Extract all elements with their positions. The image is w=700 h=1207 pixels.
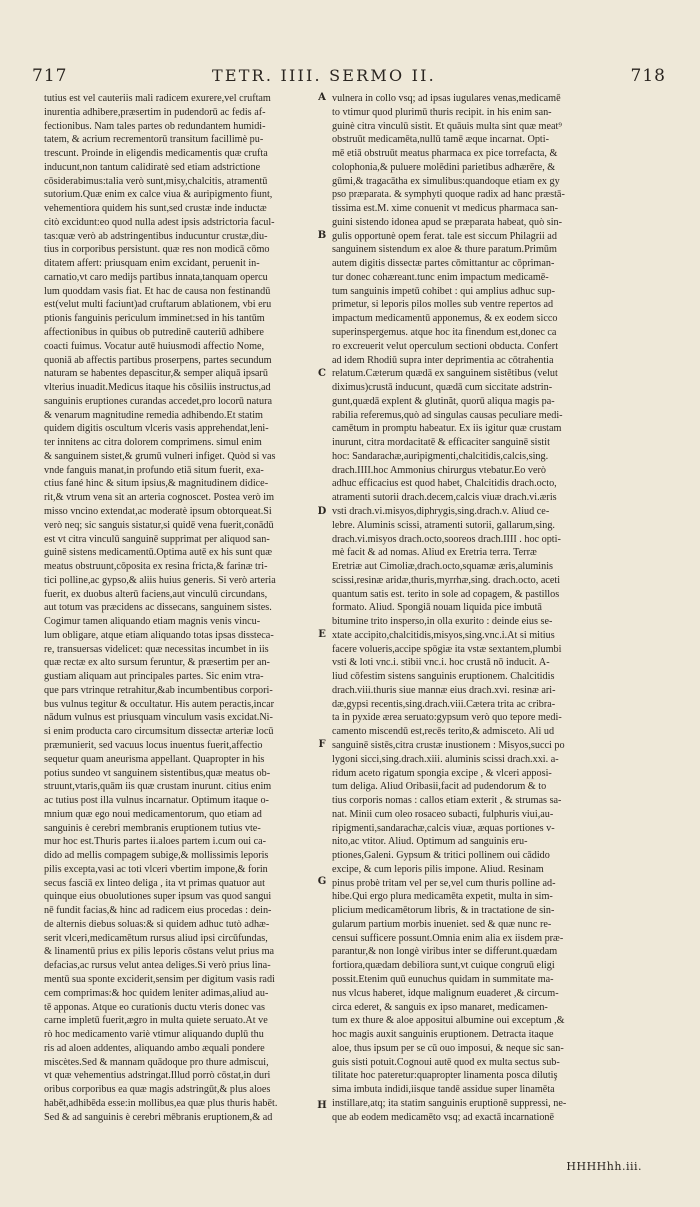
text-line: rit,& vtrum vena sit an arteria cognoscet. Postea verò im <box>44 492 274 504</box>
text-line: ptionis fanguinis periculum imminet:sed in his tantūm <box>44 313 265 325</box>
text-line: sanguinē sistēs,citra crustæ inustionem : Misyos,succi po <box>332 739 565 751</box>
text-line: gustiam aliquam aut principales partes. Sic enim vtra- <box>44 671 264 683</box>
section-marker: B <box>317 230 327 241</box>
text-line: ripigmenti,sandarachæ,calcis viuæ, æquas portiones v- <box>332 822 555 834</box>
text-line: cem comprimas:& hoc quidem leniter adimas,aliud au- <box>44 987 269 999</box>
text-line: vehementiora quidem his sunt,sed crustæ inde inductæ <box>44 203 267 215</box>
text-line: primetur, si leporis pilos molles sub ventre repertos ad <box>332 299 554 311</box>
text-line: que pars vtrinque retrahitur,&ab incumbentibus corpori- <box>44 684 273 696</box>
text-line: est vt citra vinculū sanguinē supprimat per aliquod san- <box>44 533 270 545</box>
text-line: excipe, & cum leporis pilis impone. Aliud. Resinam <box>332 863 544 875</box>
text-line: vnde fanguis manat,in profundo etiā situm fuerit, exa- <box>44 464 264 476</box>
text-line: hibe.Qui ergo plura medicamēta expetit, multa in sim- <box>332 891 553 903</box>
text-line: struunt,vtaris,quām iis quæ crustam inurunt. citius enim <box>44 781 272 793</box>
text-line: mē etiā obstruūt meatus pharmaca ex pice torrefacta, & <box>332 148 558 160</box>
text-line: tē apponas. Atque eo curationis ductu vteris donec vas <box>44 1001 265 1013</box>
text-line: gūmi,& tragacātha ex simulibus:quandoque etiam ex gy <box>332 175 560 187</box>
text-line: vsti drach.vi.misyos,diphrygis,sing.drach.v. Aliud ce- <box>332 505 550 517</box>
text-line: nito,ac vtitor. Aliud. Optimum ad sanguinis eru- <box>332 836 528 848</box>
text-line: guinè citra vinculū sistit. Et quāuis multa sint quæ meat⁹ <box>332 120 562 132</box>
text-line: xtate accipito,chalcitidis,misyos,sing.vnc.i.At si mitius <box>332 629 555 641</box>
text-line: camētum in promptu habeatur. Ex iis igitur quæ crustam <box>332 423 562 435</box>
text-line: mur hoc est.Thuris partes ii.aloes partem i.cum oui ca- <box>44 836 267 848</box>
text-line: potius sundeo vt sanguinem sistentibus,quæ meatus ob- <box>44 767 271 779</box>
text-line: hoc: Sandarachæ,auripigmenti,chalcitidis,calcis,sing. <box>332 450 549 462</box>
text-line: scissi,resinæ aridæ,thuris,myrrhæ,sing. drach.octo, aceti <box>332 574 561 586</box>
text-line: plicium medicamētorum libris, & in tractatione de sin- <box>332 905 555 917</box>
text-line: instillare,atq; ita statim sanguinis eruptionē suppressi, ne- <box>332 1097 567 1109</box>
text-line: formato. Aliud. Spongiā nouam liquida pice imbutā <box>332 602 542 614</box>
text-line: quinque eius obuolutiones super ipsum vas quod sangui <box>44 891 272 903</box>
text-line: sanguinis eruptiones curandas accedet,pro locorū natura <box>44 395 273 407</box>
text-line: quæ rectæ ex alto sursum feruntur, & præsertim per an- <box>44 657 270 669</box>
text-line: ditatem affert: priusquam enim excidant, peruenit in- <box>44 258 260 270</box>
section-marker: H <box>317 1100 327 1111</box>
section-marker: A <box>318 92 326 103</box>
running-title: TETR. IIII. SERMO II. <box>212 66 436 85</box>
text-line: diximus)crustā inducunt, quædā cum siccitate adstrin- <box>332 382 553 394</box>
text-line: ad idem Rhodiū supra inter deprimentia ac cōtrahentia <box>332 354 554 366</box>
text-line: oribus corporibus ea quæ magis adstringūt,& plus aloes <box>44 1084 271 1096</box>
text-line: secus fasciā ex linteo deliga , ita vt primas quatuor aut <box>44 877 265 889</box>
text-line: serit vlceri,medicamētum rursus aliud ipsi circūfundas, <box>44 932 268 944</box>
text-line: misso vncino extendat,ac moderatè ipsum obtorqueat.Si <box>44 505 272 517</box>
text-line: drach.viii.thuris siue mannæ eius drach.xvi. resinæ ari- <box>332 684 556 696</box>
text-line: Eretriæ aut Cimoliæ,drach.octo,squamæ æris,aluminis <box>332 561 553 573</box>
text-line: gulis opportunè opem ferat. tale est siccum Philagrii ad <box>332 230 557 242</box>
signature-mark: HHHHhh.iii. <box>566 1160 642 1173</box>
text-line: bitumine trito insperso,in olla exurito : deinde eius se- <box>332 616 553 628</box>
text-line: ptiones,Galeni. Gypsum & tritici pollinem oui cādido <box>332 850 550 862</box>
section-marker: F <box>318 739 326 750</box>
text-line: ter innitens ac citra dolorem comprimens. simul enim <box>44 437 262 449</box>
section-marker: D <box>317 506 327 517</box>
text-line: lygoni sicci,sing.drach.xiii. aluminis scissi drach.xxi. a- <box>332 753 559 765</box>
text-line: nat. Minii cum oleo rosaceo subacti, fulphuris viui,au- <box>332 808 554 820</box>
text-line: nus vlcus haberet, idque malignum euaderet ,& circum- <box>332 987 559 999</box>
text-line: tilitate hoc pateretur:quapropter linamenta posca dilutiş <box>332 1070 558 1082</box>
text-line: hoc magis auxit sanguinis eruptionem. Detracta itaque <box>332 1029 554 1041</box>
page-number-left: 717 <box>32 66 68 86</box>
text-line: aut totum vas præcidens ac dissecans, sanguinem sistes. <box>44 602 272 614</box>
text-line: tum sanguinis impetū cohibet : qui amplius adhuc sup- <box>332 285 555 297</box>
text-line: mnium quæ ego noui medicamentorum, quo etiam ad <box>44 808 262 820</box>
text-line: ta in pyxide ærea seruato:gypsum verò quo tepore medi- <box>332 712 562 724</box>
text-line: guis sisti potuit.Cognoui autē quod ex multa sectus sub- <box>332 1056 560 1068</box>
text-line: defacias,ac rursus velut antea deliges.Si verò prius lina- <box>44 960 271 972</box>
text-line: tius corporis nomas : callos etiam exterit , & strumas sa- <box>332 795 562 807</box>
text-line: vlterius inuadit.Medicus itaque his cōsiliis instructus,ad <box>44 382 271 394</box>
text-line: quidem digitis oscultum vlceris vasis apprehendat,leni- <box>44 423 269 435</box>
text-line: to vtimur quod plurimū thuris recipit. in his enim san- <box>332 106 552 118</box>
text-line: ro excreuerit velut operculum sectioni obducta. Confert <box>332 340 559 352</box>
text-line: vt quæ vehementius adstringat.Illud porrò cōstat,in duri <box>44 1070 271 1082</box>
text-line: præmunierit, sed vacuus locus inuentus fuerit,affectio <box>44 739 263 751</box>
text-line: citò excidunt:eo quod nulla adest ipsis adstrictoria facul- <box>44 216 275 228</box>
text-line: tici polline,ac gypso,& aliis huius generis. Si verò arteria <box>44 574 276 586</box>
text-line: tur donec cohæreant.tunc enim impactum medicamē- <box>332 271 549 283</box>
text-line: circa ederet, & sanguis ex ipso manaret, medicamen- <box>332 1001 548 1013</box>
text-line: dido ad mellis compagem subige,& mollissimis leporis <box>44 850 269 862</box>
text-line: fuerit, ex duobus alterū faciens,aut vinculū circundans, <box>44 588 268 600</box>
text-line: tutius est vel cauteriis mali radicem exurere,vel cruftam <box>44 93 271 104</box>
text-line: inurunt, citra mordacitatē & efficaciter sanguinē sistit <box>332 437 550 449</box>
text-line: affectionibus in quibus ob putredinē cauteriū adhibere <box>44 327 264 339</box>
text-line: parantur,& non longè viribus inter se differunt.quædam <box>332 946 558 958</box>
text-line: censui sufficere possunt.Omnia enim alia ex iisdem præ- <box>332 932 564 944</box>
text-line: superinspergemus. atque hoc ita finendum est,donec ca <box>332 327 557 339</box>
text-line: tatem, & acrium recrementorū transitum facillimè pu- <box>44 134 264 146</box>
text-line: est(velut multi faciunt)ad cruftarum ablationem, vbi eru <box>44 299 272 311</box>
text-line: guinē sistens medicamentū.Optima autē ex his sunt quæ <box>44 547 273 559</box>
section-marker: E <box>318 629 326 640</box>
text-line: quoniā ab affectis partibus proserpens, partes secundum <box>44 354 272 366</box>
section-marker: G <box>317 876 327 887</box>
text-line: gularum partium morbis inueniet. sed & quæ nunc re- <box>332 918 552 930</box>
text-line: rabilia referemus,quò ad singulas causas peculiare medi- <box>332 409 563 421</box>
text-line: tum deliga. Aliud Oribasii,facit ad pudendorum & to <box>332 781 547 793</box>
text-line: coacti fuimus. Vocatur autē huiusmodi affectio Nome, <box>44 340 265 352</box>
text-line: obstruūt medicamēta,nullū tamē æque incarnat. Opti- <box>332 134 549 146</box>
text-line: sequetur quam aneurisma appellant. Quapropter in his <box>44 753 265 765</box>
text-line: ac tutius post illa vulnus incarnatur. Optimum itaque o- <box>44 795 269 807</box>
text-line: mentū sua sponte exciderit,sensim per digitum vasis radi <box>44 974 275 985</box>
text-line: inducunt,non tantum calidiratè sed etiam adstrictione <box>44 161 261 173</box>
text-line: Sed & ad sanguinis è cerebri mēbranis eruptionem,& ad <box>44 1111 273 1123</box>
text-line: vsti & loti vnc.i. stibii vnc.i. hoc crustā nō inducit. A- <box>332 657 550 669</box>
text-line: carnatio,vt caro medijs partibus innata,tanquam opercu <box>44 271 268 283</box>
text-line: quantum satis est. terito in sole ad copagem, & pastillos <box>332 588 560 600</box>
text-line: naturam se habentes depascitur,& semper aliquā ipsarū <box>44 368 268 380</box>
text-line: & linamentū prius ex pilis leporis cōstans velut prius ma <box>44 946 275 958</box>
text-line: tissima est.M. xime conuenit vt medicus pharmaca san- <box>332 203 559 215</box>
text-line: impactum medicamentū apponemus, & ex eodem sicco <box>332 313 558 325</box>
text-line: carne impletū fuerit,ægro in multa quiete seruato.At ve <box>44 1015 268 1027</box>
text-line: drach.IIII.hoc Ammonius chirurgus vtebatur.Eo verò <box>332 464 546 476</box>
text-line: adhuc efficacius est quod habet, Chalcitidis drach.octo, <box>332 478 557 490</box>
text-line: nādum vulnus est priusquam vinculum vasis excidat.Ni- <box>44 712 273 724</box>
text-line: dæ,gypsi recentis,sing.drach.viii.Cætera trita ac cribra- <box>332 698 556 710</box>
text-line: que ab eodem medicamēto vsq; ad exactā incarnationē <box>332 1111 555 1123</box>
text-line: ris ad aloen addentes, aliquando ambo æquali pondere <box>44 1042 265 1054</box>
text-line: nē fundit facias,& hinc ad radicem eius procedas : dein- <box>44 905 272 917</box>
text-line: si enim producta caro circumsitum dissectæ arteriæ locū <box>44 726 274 738</box>
text-line: verò neq; sic sanguis sistatur,si quidē vena fuerit,conādū <box>44 519 274 531</box>
text-line: mè facit & ad nomas. Aliud ex Eretria terra. Terræ <box>332 547 537 559</box>
text-line: gunt,quædā explent & glutinăt, quorū aliqua magis pa- <box>332 395 555 407</box>
text-line: sanguinis è cerebri membranis eruptionem tutius vte- <box>44 822 261 834</box>
text-line: tius in corporibus persistunt. quæ res non modicā cōmo <box>44 244 270 256</box>
text-line: ctius fané hinc & situm ipsius,& magnitudinem didice- <box>44 478 269 490</box>
text-line: cōsiderabimus:talia verò sunt,misy,chalcitis, atramentū <box>44 175 268 187</box>
text-line: de alternis diebus soluas:& si quidem adhuc tutò adhæ- <box>44 918 270 930</box>
text-line: pso præparata. & symphyti quoque radix ad hanc præstā- <box>332 189 565 201</box>
text-line: trescunt. Proinde in eligendis medicamentis quæ crufta <box>44 148 268 160</box>
text-line: aloe, thus ipsum per se cū ouo imposui, & neque sic san- <box>332 1042 564 1054</box>
text-line: meatus obstruunt,cōposita ex resina fricta,& farinæ tri- <box>44 561 268 573</box>
text-line: lum quoddam vasis fiat. Et hac de causa non festinandū <box>44 285 271 297</box>
left-text-column <box>44 92 326 1124</box>
text-line: sanguinem sistendum ex aloe & thure paratum.Primūm <box>332 244 557 256</box>
text-line: autem digitis dissectæ partes cōmittantur ac cōpriman- <box>332 258 555 270</box>
text-line: sutorium.Quæ enim ex calce viua & auripigmento fiunt, <box>44 189 273 201</box>
text-line: bus vulnus tegitur & occultatur. His autem peractis,incar <box>44 698 275 710</box>
text-line: drach.vi.misyos drach.octo,sooreos drach.IIII . hoc opti- <box>332 533 561 545</box>
text-line: fortiora,quædam debiliora sunt,vt cuique congruū eligi <box>332 960 555 972</box>
text-line: possit.Etenim quū eunuchus quidam in summitate ma- <box>332 974 554 985</box>
text-line: camento miscendū est,recēs terito,& admisceto. Ali ud <box>332 726 555 738</box>
text-line: rò hoc medicamento variè vtimur aliquando duplū thu <box>44 1029 264 1041</box>
text-line: & venarum magnitudine remedia adhibendo.Et statim <box>44 409 263 421</box>
text-line: & sanguinem sistet,& grumū vulneri infiget. Quòd si vas <box>44 450 276 462</box>
text-line: colophonia,& puluere molēdini parietibus adhærēre, & <box>332 161 556 173</box>
text-line: fectionibus. Nam tales partes ob redundantem humidi- <box>44 120 266 132</box>
right-text-column <box>332 92 652 1124</box>
text-line: guini sistendo idonea apud se præparata habeat, quò sin- <box>332 216 563 228</box>
text-line: Cogimur tamen aliquando etiam magnis venis vincu- <box>44 616 261 628</box>
text-line: tum ex thure & aloe appositui albumine oui exceptum ,& <box>332 1015 565 1027</box>
text-line: inurentia adhibere,præsertim in pudendorū ac fedis af- <box>44 106 266 118</box>
text-line: ridum aceto rigatum spongia excipe , & vlceri apposi- <box>332 767 552 779</box>
text-line: miscètes.Sed & mannam quādoque pro thure admiscui, <box>44 1056 269 1068</box>
text-line: tas:quæ verò ab adstringentibus inducuntur crustæ,diu- <box>44 230 268 242</box>
text-line: pinus probè tritam vel per se,vel cum thuris polline ad- <box>332 877 556 889</box>
text-line: pilis excepta,vasi ac toti vlceri vbertim impone,& forin <box>44 863 268 875</box>
page-number-right: 718 <box>630 66 666 86</box>
section-marker: C <box>318 368 326 379</box>
text-line: habēt,adhibēda esse:in mollibus,ea quæ plus thuris habēt. <box>44 1097 278 1109</box>
text-line: atramenti sutorii drach.decem,calcis viuæ drach.vi.æris <box>332 492 557 504</box>
text-line: re, transuersas videlicet: quæ necessitas incumbet in iis <box>44 643 269 655</box>
text-line: facere volueris,accipe spōgiæ ita vstæ sextantem,plumbi <box>332 643 562 655</box>
text-line: sima imbuta indidi,iisque tandē assidue super linamēta <box>332 1084 555 1096</box>
running-header <box>32 66 666 90</box>
text-line: liud cōfestim sistens sanguinis eruptionem. Chalcitidis <box>332 671 555 683</box>
text-line: lebre. Aluminis scissi, atramenti sutorii, gallarum,sing. <box>332 519 555 531</box>
text-line: vulnera in collo vsq; ad ipsas iugulares venas,medicamē <box>332 93 561 104</box>
text-line: relatum.Cæterum quædā ex sanguinem sistētibus (velut <box>332 368 558 380</box>
text-line: lum obligare, atque etiam aliquando totas ipsas dissteca- <box>44 629 274 641</box>
